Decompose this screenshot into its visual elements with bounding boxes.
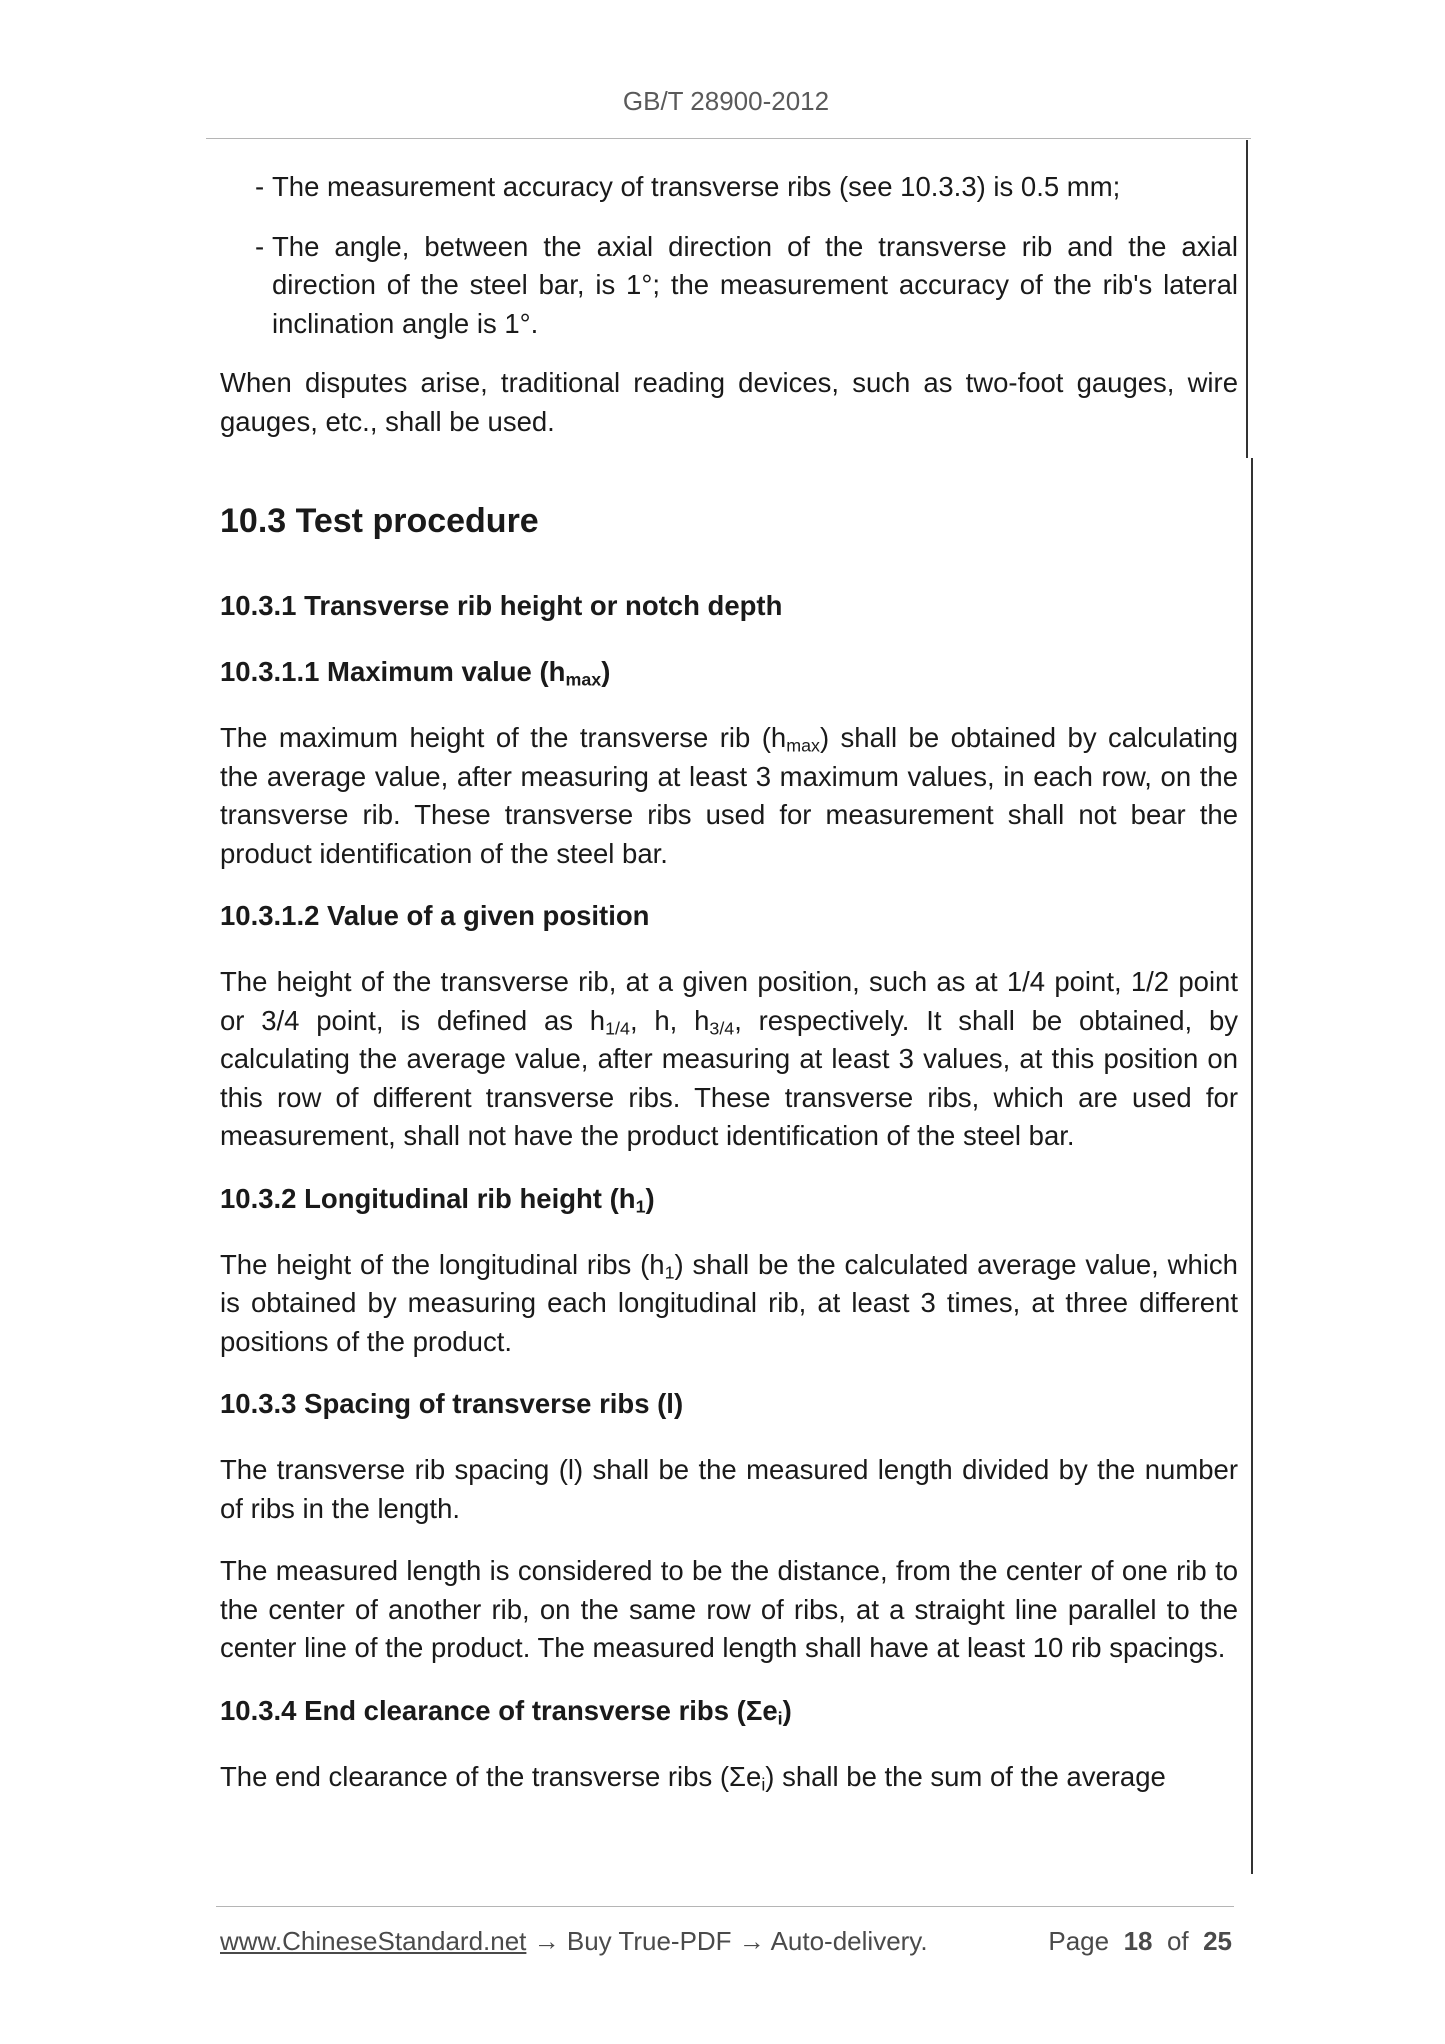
header-divider bbox=[206, 138, 1251, 139]
page-body bbox=[220, 168, 1238, 1820]
subsection-heading-10-3-3: 10.3.3 Spacing of transverse ribs (l) bbox=[220, 1388, 684, 1419]
change-bar-top bbox=[1246, 140, 1248, 458]
document-id-header: GB/T 28900-2012 bbox=[622, 86, 830, 116]
subsection-heading-10-3-1-1: 10.3.1.1 Maximum value $(h_{max})$ bbox=[220, 656, 611, 690]
section-heading: 10.3 Test procedure bbox=[220, 502, 539, 540]
subsection-heading-10-3-2: 10.3.2 Longitudinal rib height $(h_1)$ bbox=[220, 1182, 655, 1216]
change-bar-main bbox=[1251, 458, 1253, 1874]
measured-length-paragraph: The measured length is considered to be the distance, from the center of one rib to the center of another rib, on the same row of ribs, at a straight line parallel to the center line of the product. The measured length shall have at least 10 rib spacings. bbox=[220, 1555, 1238, 1663]
bullet-item bbox=[220, 168, 1238, 207]
longitudinal-rib-paragraph: The height of the longitudinal ribs $(h_1)$ shall be the calculated average value, which is obtained by measuring each longitudinal rib, at least 3 times, at three different positions of the product. bbox=[220, 1248, 1238, 1357]
end-clearance-paragraph: The end clearance of the transverse ribs $(\Sigma e_i)$ shall be the sum of the average bbox=[220, 1760, 1166, 1794]
footer-tagline: → Buy True-PDF → Auto-delivery. bbox=[526, 1926, 928, 1956]
dispute-paragraph: When disputes arise, traditional reading devices, such as two-foot gauges, wire gauges, etc., shall be used. bbox=[220, 367, 1238, 437]
rib-spacing-paragraph: The transverse rib spacing (l) shall be the measured length divided by the number of ribs in the length. bbox=[220, 1454, 1238, 1524]
page-footer bbox=[220, 1926, 1232, 1957]
subsection-heading-10-3-1: 10.3.1 Transverse rib height or notch depth bbox=[220, 590, 783, 621]
bullet-item bbox=[220, 228, 1238, 344]
subsection-heading-10-3-4: 10.3.4 End clearance of transverse ribs $(\Sigma e_i)$ bbox=[220, 1694, 792, 1728]
footer-divider bbox=[216, 1906, 1234, 1907]
bullet-dash: - bbox=[255, 230, 265, 262]
page-number: Page 18 of 25 bbox=[1048, 1926, 1232, 1956]
website-link[interactable]: www.ChineseStandard.net bbox=[220, 1926, 527, 1956]
subsection-heading-10-3-1-2: 10.3.1.2 Value of a given position bbox=[220, 900, 650, 931]
given-position-paragraph: The height of the transverse rib, at a given position, such as at 1/4 point, 1/2 point or 3/4 point, is defined as $h_{1/4}$, h, $h_{3/4}$, respectively. It shall be obtained, by calculating the average value, after measuring at least 3 values, at this position on this row of different transverse ribs. These transverse ribs, which are used for measurement, shall not have the product identification of the steel bar. bbox=[220, 966, 1239, 1151]
max-value-paragraph: The maximum height of the transverse rib $(h_{max})$ shall be obtained by calculating the average value, after measuring at least 3 maximum values, in each row, on the transverse rib. These transverse ribs used for measurement shall not bear the product identification of the steel bar. bbox=[220, 722, 1238, 869]
bullet-text: The measurement accuracy of transverse ribs (see 10.3.3) is 0.5 mm; bbox=[272, 171, 1121, 202]
bullet-dash: - bbox=[255, 171, 265, 202]
bullet-text: The angle, between the axial direction of the transverse rib and the axial direction of the steel bar, is 1°; the measurement accuracy of the rib's lateral inclination angle is 1°. bbox=[272, 230, 1238, 339]
